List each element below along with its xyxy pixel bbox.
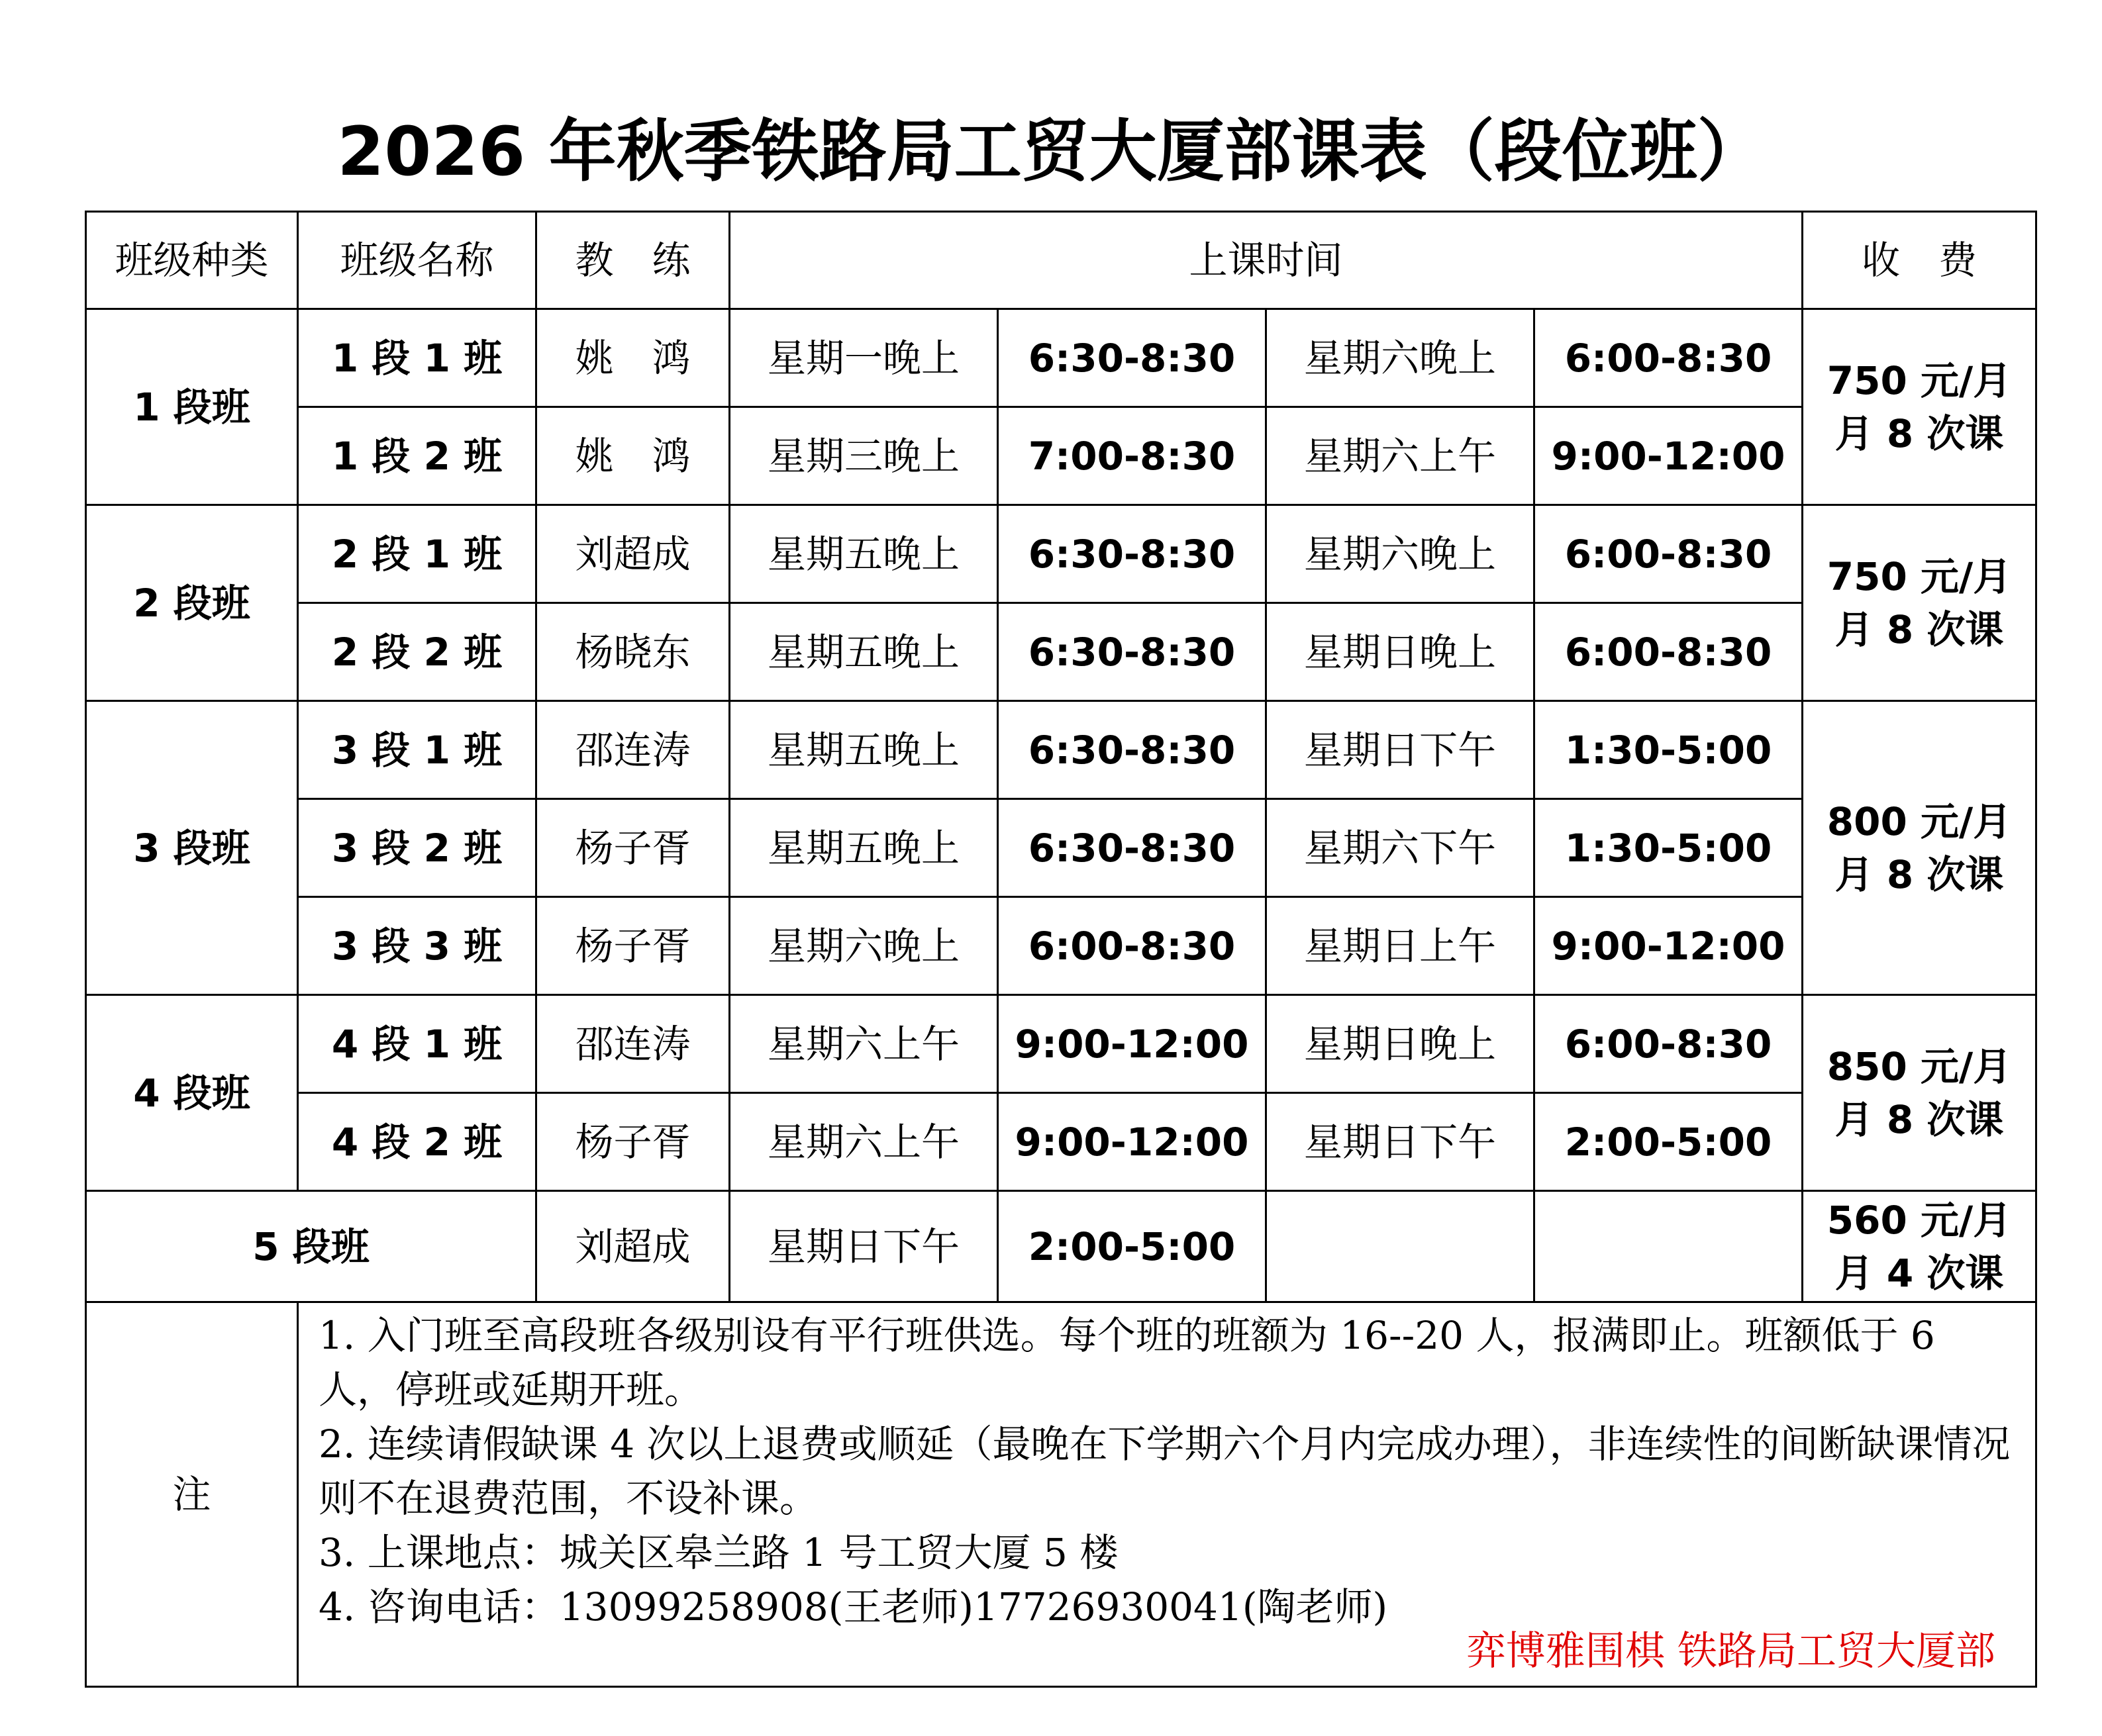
day2-cell: 星期日下午 — [1266, 1093, 1534, 1191]
header-class-name: 班级名称 — [298, 212, 536, 309]
fee-sessions: 月 4 次课 — [1834, 1250, 2004, 1296]
day2-cell: 星期六上午 — [1266, 407, 1534, 505]
notes-row — [86, 1302, 2036, 1687]
class-name-cell: 3 段 2 班 — [298, 799, 536, 897]
day1-cell: 星期六晚上 — [730, 897, 998, 995]
notes-label: 注 — [86, 1302, 298, 1687]
empty-cell — [1534, 1191, 1803, 1302]
coach-cell: 姚 鸿 — [536, 407, 730, 505]
category-cell: 5 段班 — [86, 1191, 536, 1302]
time2-cell: 6:00-8:30 — [1534, 309, 1803, 407]
table-row — [86, 505, 2036, 603]
class-name-cell: 3 段 3 班 — [298, 897, 536, 995]
coach-cell: 杨子胥 — [536, 1093, 730, 1191]
fee-amount: 800 元/月 — [1827, 798, 2012, 844]
table-row — [86, 701, 2036, 799]
coach-cell: 刘超成 — [536, 505, 730, 603]
coach-cell: 姚 鸿 — [536, 309, 730, 407]
fee-cell — [1803, 701, 2036, 995]
fee-cell — [1803, 309, 2036, 505]
page-title: 2026 年秋季铁路局工贸大厦部课表（段位班） — [337, 113, 1765, 191]
coach-cell: 杨子胥 — [536, 897, 730, 995]
fee-sessions: 月 8 次课 — [1834, 1096, 2004, 1142]
header-category: 班级种类 — [86, 212, 298, 309]
time1-cell: 6:30-8:30 — [998, 505, 1266, 603]
header-coach: 教 练 — [536, 212, 730, 309]
day1-cell: 星期五晚上 — [730, 701, 998, 799]
day1-cell: 星期五晚上 — [730, 505, 998, 603]
day1-cell: 星期五晚上 — [730, 799, 998, 897]
notes-list — [299, 1303, 2035, 1634]
day2-cell: 星期六下午 — [1266, 799, 1534, 897]
category-cell: 3 段班 — [86, 701, 298, 995]
category-cell: 1 段班 — [86, 309, 298, 505]
day1-cell: 星期日下午 — [730, 1191, 998, 1302]
header-time: 上课时间 — [730, 212, 1803, 309]
fee-amount: 750 元/月 — [1827, 554, 2012, 599]
time1-cell: 2:00-5:00 — [998, 1191, 1266, 1302]
time1-cell: 9:00-12:00 — [998, 995, 1266, 1093]
signature: 弈博雅围棋 铁路局工贸大厦部 — [1466, 1628, 1996, 1674]
coach-cell: 刘超成 — [536, 1191, 730, 1302]
class-name-cell: 1 段 1 班 — [298, 309, 536, 407]
category-cell: 2 段班 — [86, 505, 298, 701]
day2-cell: 星期日晚上 — [1266, 603, 1534, 701]
class-name-cell: 4 段 1 班 — [298, 995, 536, 1093]
time2-cell: 9:00-12:00 — [1534, 407, 1803, 505]
day1-cell: 星期一晚上 — [730, 309, 998, 407]
time2-cell: 2:00-5:00 — [1534, 1093, 1803, 1191]
table-row — [86, 309, 2036, 407]
time1-cell: 6:30-8:30 — [998, 603, 1266, 701]
time1-cell: 6:30-8:30 — [998, 701, 1266, 799]
coach-cell: 邵连涛 — [536, 701, 730, 799]
day1-cell: 星期五晚上 — [730, 603, 998, 701]
note-item: 3. 上课地点：城关区皋兰路 1 号工贸大厦 5 楼 — [319, 1530, 1119, 1575]
note-item: 2. 连续请假缺课 4 次以上退费或顺延（最晚在下学期六个月内完成办理），非连续性的间断缺课情况则不在退费范围，不设补课。 — [319, 1422, 2011, 1521]
table-row — [86, 897, 2036, 995]
note-item: 1. 入门班至高段班各级别设有平行班供选。每个班的班额为 16--20 人，报满即止。班额低于 6 人，停班或延期开班。 — [319, 1313, 1935, 1412]
fee-cell — [1803, 995, 2036, 1191]
time2-cell: 6:00-8:30 — [1534, 995, 1803, 1093]
table-header-row — [86, 212, 2036, 309]
schedule-table — [85, 211, 2037, 1688]
table-row — [86, 1191, 2036, 1302]
class-name-cell: 4 段 2 班 — [298, 1093, 536, 1191]
fee-cell — [1803, 1191, 2036, 1302]
fee-sessions: 月 8 次课 — [1834, 410, 2004, 456]
time2-cell: 1:30-5:00 — [1534, 799, 1803, 897]
day1-cell: 星期六上午 — [730, 995, 998, 1093]
time2-cell: 6:00-8:30 — [1534, 505, 1803, 603]
fee-amount: 750 元/月 — [1827, 358, 2012, 403]
time2-cell: 1:30-5:00 — [1534, 701, 1803, 799]
time2-cell: 9:00-12:00 — [1534, 897, 1803, 995]
fee-cell — [1803, 505, 2036, 701]
time1-cell: 6:00-8:30 — [998, 897, 1266, 995]
day2-cell: 星期日下午 — [1266, 701, 1534, 799]
fee-sessions: 月 8 次课 — [1834, 606, 2004, 652]
time2-cell: 6:00-8:30 — [1534, 603, 1803, 701]
coach-cell: 邵连涛 — [536, 995, 730, 1093]
table-row — [86, 603, 2036, 701]
fee-sessions: 月 8 次课 — [1834, 851, 2004, 897]
day2-cell: 星期日晚上 — [1266, 995, 1534, 1093]
fee-amount: 850 元/月 — [1827, 1043, 2012, 1089]
category-cell: 4 段班 — [86, 995, 298, 1191]
notes-cell — [298, 1302, 2036, 1687]
day2-cell: 星期六晚上 — [1266, 505, 1534, 603]
coach-cell: 杨子胥 — [536, 799, 730, 897]
fee-amount: 560 元/月 — [1827, 1197, 2012, 1243]
class-name-cell: 2 段 1 班 — [298, 505, 536, 603]
day1-cell: 星期六上午 — [730, 1093, 998, 1191]
empty-cell — [1266, 1191, 1534, 1302]
table-row — [86, 995, 2036, 1093]
time1-cell: 7:00-8:30 — [998, 407, 1266, 505]
day2-cell: 星期日上午 — [1266, 897, 1534, 995]
class-name-cell: 2 段 2 班 — [298, 603, 536, 701]
table-row — [86, 799, 2036, 897]
class-name-cell: 1 段 2 班 — [298, 407, 536, 505]
day2-cell: 星期六晚上 — [1266, 309, 1534, 407]
table-row — [86, 407, 2036, 505]
time1-cell: 9:00-12:00 — [998, 1093, 1266, 1191]
coach-cell: 杨晓东 — [536, 603, 730, 701]
class-name-cell: 3 段 1 班 — [298, 701, 536, 799]
day1-cell: 星期三晚上 — [730, 407, 998, 505]
time1-cell: 6:30-8:30 — [998, 309, 1266, 407]
note-item: 4. 咨询电话：13099258908(王老师)17726930041(陶老师) — [319, 1584, 1388, 1629]
time1-cell: 6:30-8:30 — [998, 799, 1266, 897]
table-row — [86, 1093, 2036, 1191]
header-fee: 收 费 — [1803, 212, 2036, 309]
